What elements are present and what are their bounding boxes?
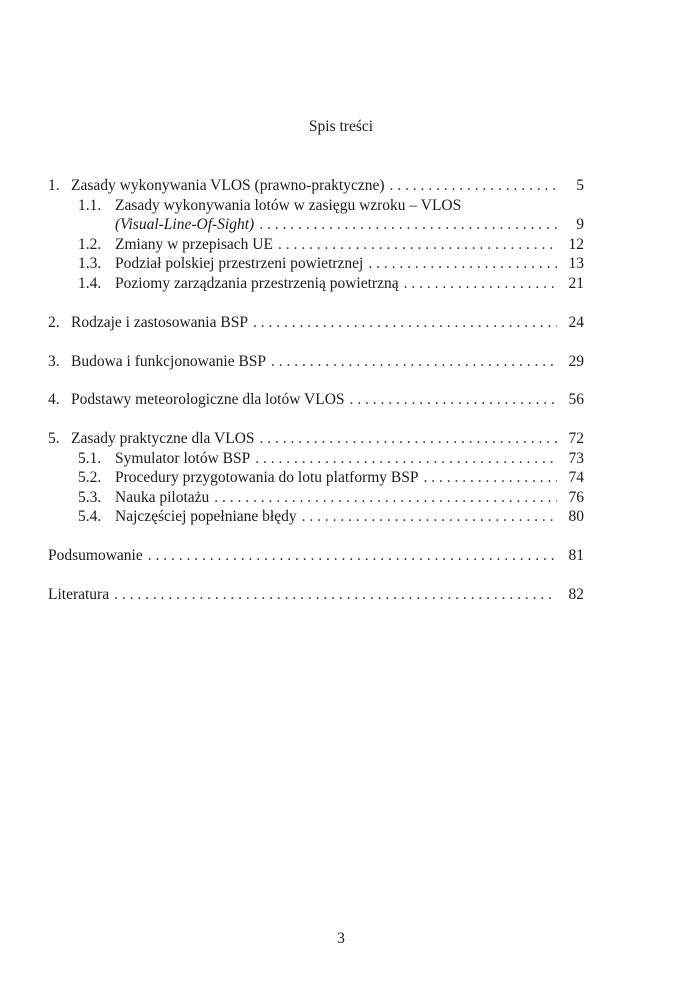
entry-title: Podział polskiej przestrzeni powietrznej [115,255,364,272]
entry-page: 76 [568,489,584,506]
toc-entry-5-4 [78,507,584,527]
entry-page: 81 [568,547,584,564]
entry-number: 1. [48,177,60,194]
entry-number: 4. [48,391,60,408]
toc-entry-4 [48,390,584,410]
entry-title: Nauka pilotażu [115,489,210,506]
leader-dots [278,235,557,255]
entry-title: (Visual-Line-Of-Sight) [115,216,255,233]
page-number: 3 [337,930,345,947]
page-title: Spis treści [308,118,374,135]
leader-dots [404,274,557,294]
entry-title: Poziomy zarządzania przestrzenią powietrzną [115,275,399,292]
entry-title: Zasady wykonywania lotów w zasięgu wzroku – VLOS [115,197,462,214]
leader-dots [350,390,557,410]
entry-number: 5. [48,430,60,447]
toc-entry-1-1 [78,196,584,216]
entry-page: 56 [568,391,584,408]
leader-dots [259,215,557,235]
entry-number: 5.2. [78,469,102,486]
entry-number: 1.4. [78,275,102,292]
toc-entry-3 [48,352,584,372]
entry-title: Budowa i funkcjonowanie BSP [71,353,267,370]
leader-dots [260,429,557,449]
entry-title: Rodzaje i zastosowania BSP [71,314,248,331]
toc-entry-1-4 [78,274,584,294]
entry-title: Podsumowanie [48,547,143,564]
toc-entry-5-3 [78,488,584,508]
leader-dots [302,507,557,527]
leader-dots [390,176,558,196]
toc-entry-5-2 [78,468,584,488]
leader-dots [214,488,557,508]
entry-number: 2. [48,314,60,331]
entry-page: 82 [568,586,584,603]
leader-dots [253,313,557,333]
toc-entry-1-1-continued [115,215,584,235]
entry-page: 12 [568,236,584,253]
entry-page: 80 [568,508,584,525]
entry-page: 24 [568,314,584,331]
toc-entry-1-3 [78,254,584,274]
entry-page: 9 [576,216,584,233]
entry-title: Najczęściej popełniane błędy [115,508,297,525]
entry-title: Literatura [48,586,110,603]
toc-entry-2 [48,313,584,333]
entry-page: 13 [568,255,584,272]
entry-number: 5.1. [78,450,102,467]
entry-number: 1.3. [78,255,102,272]
leader-dots [271,352,557,372]
toc-entry-5-1 [78,449,584,469]
toc-entry-summary [48,546,584,566]
entry-page: 74 [568,469,584,486]
entry-page: 21 [568,275,584,292]
entry-title: Symulator lotów BSP [115,450,251,467]
entry-number: 3. [48,353,60,370]
toc-entry-1-2 [78,235,584,255]
toc-entry-5 [48,429,584,449]
leader-dots [255,449,557,469]
toc-entry-1 [48,176,584,196]
entry-page: 73 [568,450,584,467]
leader-dots [148,546,557,566]
entry-title: Zmiany w przepisach UE [115,236,273,253]
entry-page: 72 [568,430,584,447]
leader-dots [368,254,557,274]
entry-title: Zasady praktyczne dla VLOS [71,430,255,447]
entry-page: 29 [568,353,584,370]
entry-page: 5 [576,177,584,194]
entry-number: 5.3. [78,489,102,506]
entry-title: Procedury przygotowania do lotu platformy BSP [115,469,419,486]
entry-title: Podstawy meteorologiczne dla lotów VLOS [71,391,345,408]
entry-number: 1.2. [78,236,102,253]
leader-dots [114,585,557,605]
entry-number: 1.1. [78,197,102,214]
entry-number: 5.4. [78,508,102,525]
entry-title: Zasady wykonywania VLOS (prawno-praktyczne) [71,177,385,194]
toc-entry-bibliography [48,585,584,605]
leader-dots [424,468,558,488]
